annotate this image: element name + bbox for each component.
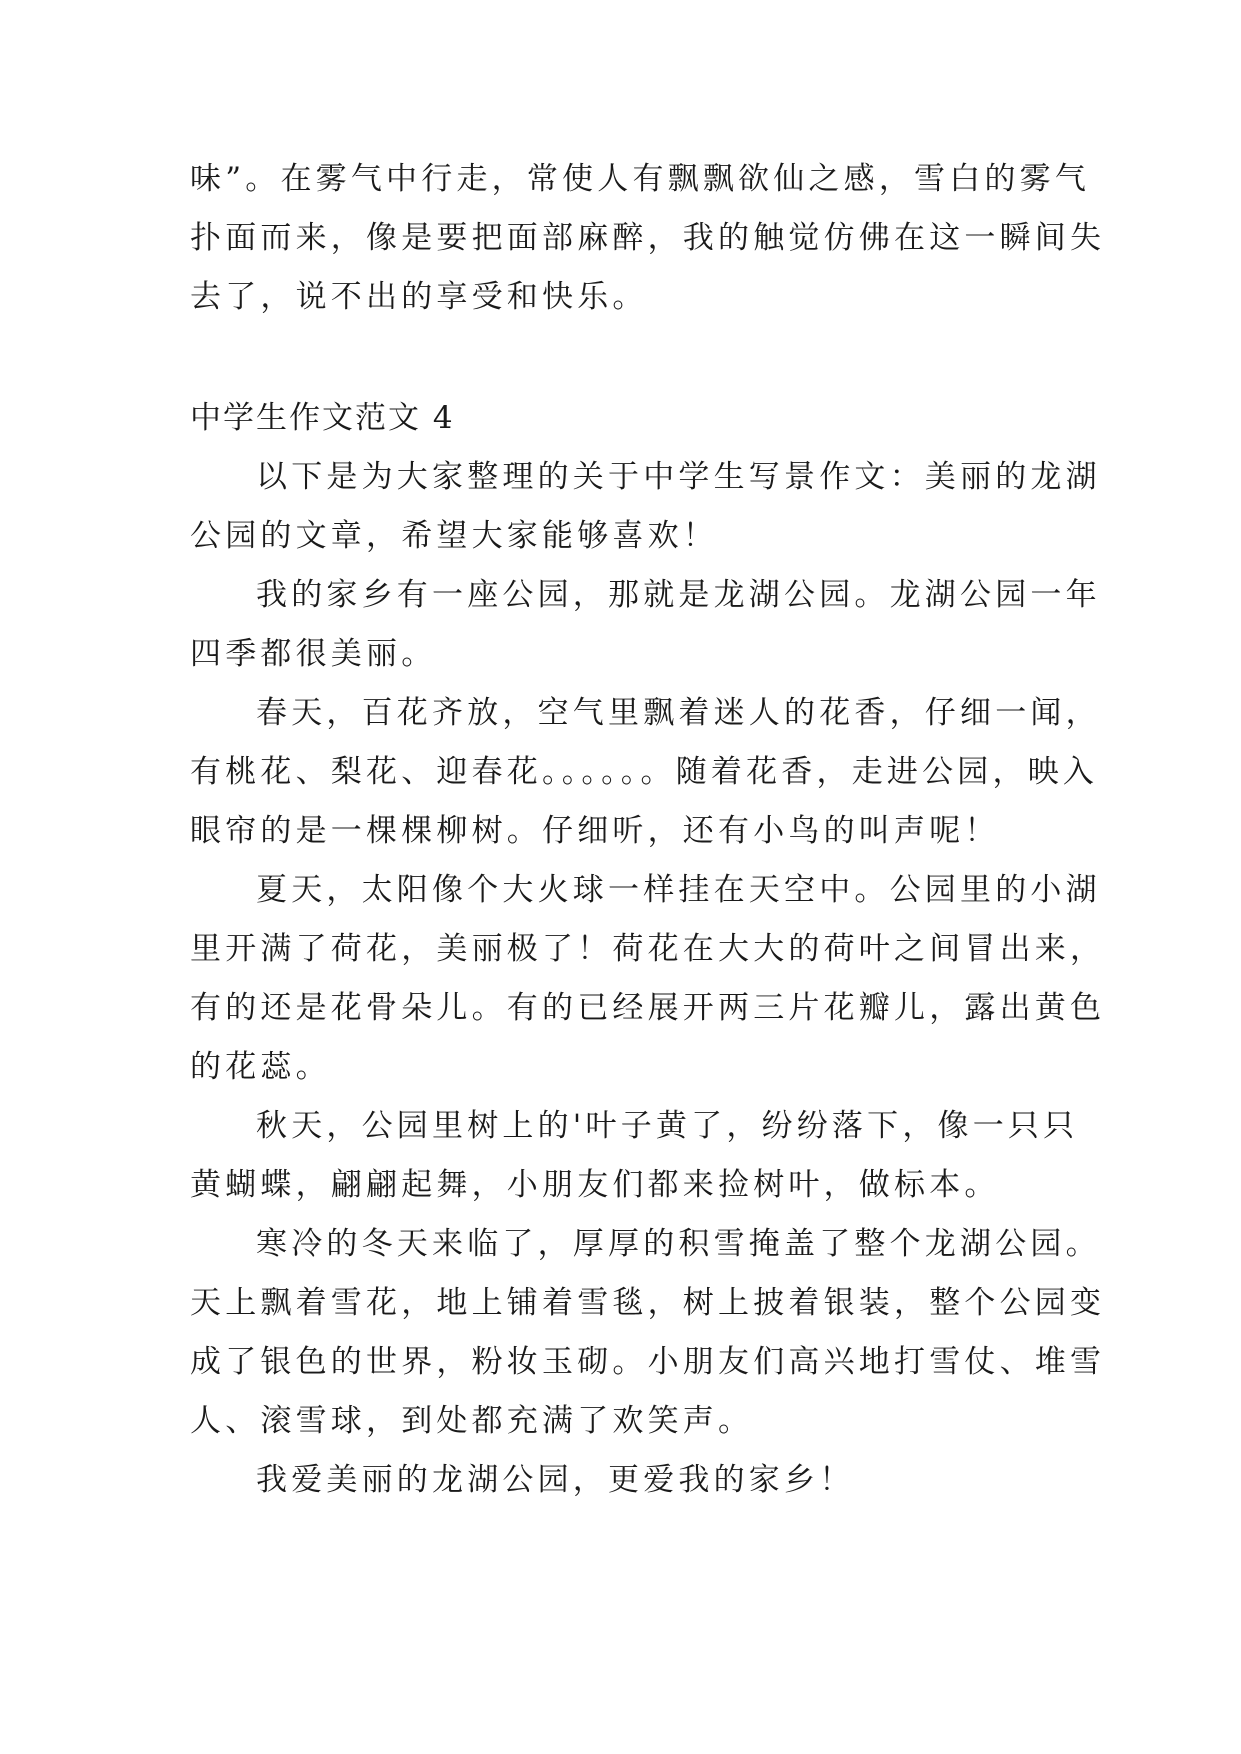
- paragraph-line: 四季都很美丽。: [190, 636, 437, 672]
- paragraph-line: 的花蕊。: [190, 1049, 331, 1085]
- paragraph-line: 里开满了荷花，美丽极了！荷花在大大的荷叶之间冒出来，: [190, 931, 1106, 967]
- paragraph-1: [190, 448, 1101, 566]
- paragraph-4: [190, 861, 1106, 1097]
- paragraph-5: [190, 1097, 1079, 1215]
- paragraph-line: 天上飘着雪花，地上铺着雪毯，树上披着银装，整个公园变: [190, 1285, 1106, 1321]
- paragraph-line: 我爱美丽的龙湖公园，更爱我的家乡！: [256, 1462, 855, 1498]
- paragraph-line: 公园的文章，希望大家能够喜欢！: [190, 518, 718, 554]
- paragraph-line: 有的还是花骨朵儿。有的已经展开两三片花瓣儿，露出黄色: [190, 990, 1106, 1026]
- paragraph-line: 夏天，太阳像个大火球一样挂在天空中。公园里的小湖: [256, 872, 1101, 908]
- paragraph-line: 眼帘的是一棵棵柳树。仔细听，还有小鸟的叫声呢！: [190, 813, 1000, 849]
- paragraph-3: [190, 684, 1101, 861]
- section-title: 中学生作文范文 4: [190, 400, 455, 436]
- paragraph-line: 以下是为大家整理的关于中学生写景作文：美丽的龙湖: [256, 459, 1101, 495]
- paragraph-line: 黄蝴蝶，翩翩起舞，小朋友们都来捡树叶，做标本。: [190, 1167, 1000, 1203]
- paragraph-line: 我的家乡有一座公园，那就是龙湖公园。龙湖公园一年: [256, 577, 1101, 613]
- paragraph-line: 去了，说不出的享受和快乐。: [190, 279, 648, 315]
- paragraph-line: 秋天，公园里树上的'叶子黄了，纷纷落下，像一只只: [256, 1108, 1079, 1144]
- paragraph-line: 人、滚雪球，到处都充满了欢笑声。: [190, 1403, 754, 1439]
- paragraph-7: [190, 1451, 1070, 1510]
- paragraph-line: 味”。在雾气中行走，常使人有飘飘欲仙之感，雪白的雾气: [190, 161, 1091, 197]
- paragraph-6: [190, 1215, 1106, 1451]
- document-page: [190, 150, 1106, 1510]
- paragraph-line: 成了银色的世界，粉妆玉砌。小朋友们高兴地打雪仗、堆雪: [190, 1344, 1106, 1380]
- paragraph-line: 扑面而来，像是要把面部麻醉，我的触觉仿佛在这一瞬间失: [190, 220, 1106, 256]
- paragraph-2: [190, 566, 1101, 684]
- paragraph-line: 有桃花、梨花、迎春花。。。。。。随着花香，走进公园，映入: [190, 754, 1099, 790]
- paragraph-line: 春天，百花齐放，空气里飘着迷人的花香，仔细一闻，: [256, 695, 1101, 731]
- intro-paragraph: [190, 150, 1106, 327]
- paragraph-line: 寒冷的冬天来临了，厚厚的积雪掩盖了整个龙湖公园。: [256, 1226, 1101, 1262]
